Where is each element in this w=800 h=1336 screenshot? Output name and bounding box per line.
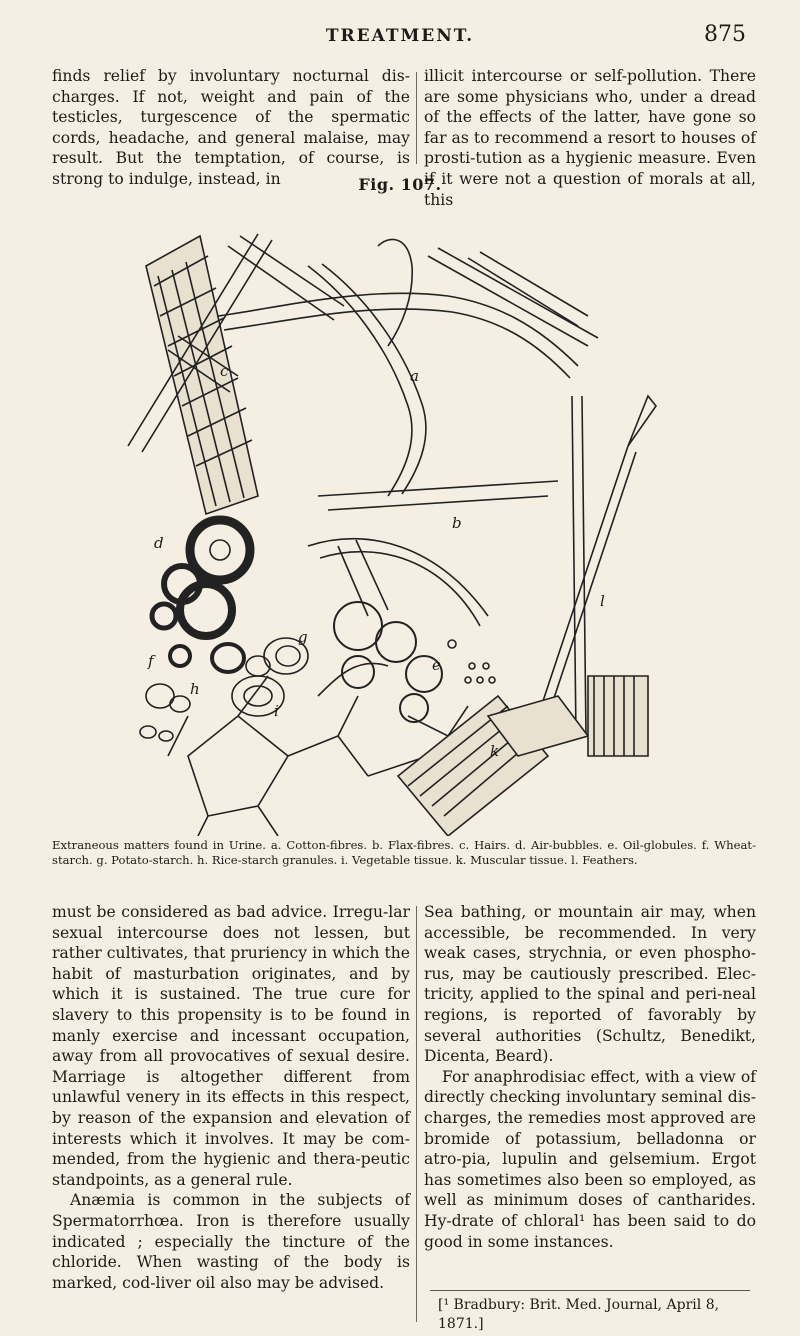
column-divider bbox=[416, 72, 417, 164]
top-left-column bbox=[52, 66, 410, 190]
paragraph: Sea bathing, or mountain air may, when accessible, be recommended. In very weak cases, strychnia, or even phospho-rus, may be cautiously prescribed. Elec-tricity, applied to the spinal and peri-neal regions, is reported of favorably by several authorities (Schultz, Benedikt, Dicenta, Beard). bbox=[424, 903, 756, 1066]
running-head: TREATMENT. bbox=[325, 26, 475, 46]
footnote-rule bbox=[430, 1290, 750, 1291]
column-divider bbox=[416, 906, 417, 1322]
bottom-left-column bbox=[52, 902, 410, 1293]
muscular-tissue-k-bottom bbox=[398, 676, 648, 836]
muscular-tissue-k-top bbox=[146, 236, 258, 514]
label-k: k bbox=[490, 742, 500, 760]
oil-globules-e bbox=[334, 602, 495, 722]
figure-title: Fig. 107. bbox=[358, 175, 442, 194]
label-a: a bbox=[410, 367, 419, 385]
illustration-strokes bbox=[128, 234, 656, 836]
label-h: h bbox=[190, 680, 200, 698]
label-i: i bbox=[274, 702, 279, 720]
footnote: [¹ Bradbury: Brit. Med. Journal, April 8, 1871.] bbox=[438, 1297, 720, 1332]
paragraph: For anaphrodisiac effect, with a view of directly checking involuntary seminal dis-charges, the remedies most approved are bromide of potassium, belladonna or atro-pia, lupulin and gelsemium. Ergot has sometimes also been so employed, as well as minimum doses of cantharides. Hy-drate of chloral¹ has been said to do good in some instances. bbox=[424, 1067, 756, 1251]
paragraph: must be considered as bad advice. Irregu-lar sexual intercourse does not lessen, but rather cultivates, that pruriency in which the habit of masturbation originates, and by which it is sustained. The true cure for slavery to this propensity is to be found in manly exercise and incessant occupation, away from all provocatives of sexual desire. Marriage is altogether different from unlawful venery in its effects in this respect, by reason of the expansion and elevation of interests which it involves. It may be com-mended, from the hygienic and thera-peutic standpoints, as a general rule. bbox=[52, 903, 410, 1189]
page-header bbox=[0, 22, 800, 52]
paragraph: finds relief by involuntary nocturnal dis-charges. If not, weight and pain of the testicles, turgescence of the spermatic cords, headache, and general malaise, may result. But the temptation, of course, is strong to indulge, instead, in bbox=[52, 67, 410, 188]
paragraph: Anæmia is common in the subjects of Spermatorrhœa. Iron is therefore usually indicated ; especially the tincture of the chloride. When wasting of the body is marked, cod-liver oil also may be advised. bbox=[52, 1191, 410, 1292]
label-g: g bbox=[298, 628, 308, 646]
figure-caption: Extraneous matters found in Urine. a. Cotton-fibres. b. Flax-fibres. c. Hairs. d. Air-bubbles. e. Oil-globules. f. Wheat-starch. g. Potato-starch. h. Rice-starch granules. i. Vegetable tissue. k. Muscular tissue. l. Feathers. bbox=[52, 838, 756, 867]
page-number: 875 bbox=[704, 22, 746, 47]
flax-fibres-b bbox=[308, 481, 558, 626]
label-e: e bbox=[432, 656, 441, 674]
starch-granules-fgh bbox=[140, 638, 308, 741]
label-d: d bbox=[154, 534, 164, 552]
paragraph: illicit intercourse or self-pollution. There are some physicians who, under a dread of the effects of the latter, have gone so far as to recommend a resort to houses of prosti-tution as a hygienic measure. Even if it were not a question of morals at all, this bbox=[424, 67, 756, 209]
vegetable-tissue-i bbox=[168, 663, 468, 836]
bottom-right-column bbox=[424, 902, 756, 1252]
figure-illustration bbox=[108, 196, 668, 836]
label-l: l bbox=[600, 592, 605, 610]
label-f: f bbox=[148, 652, 154, 670]
label-c: c bbox=[220, 362, 229, 380]
label-b: b bbox=[452, 514, 462, 532]
